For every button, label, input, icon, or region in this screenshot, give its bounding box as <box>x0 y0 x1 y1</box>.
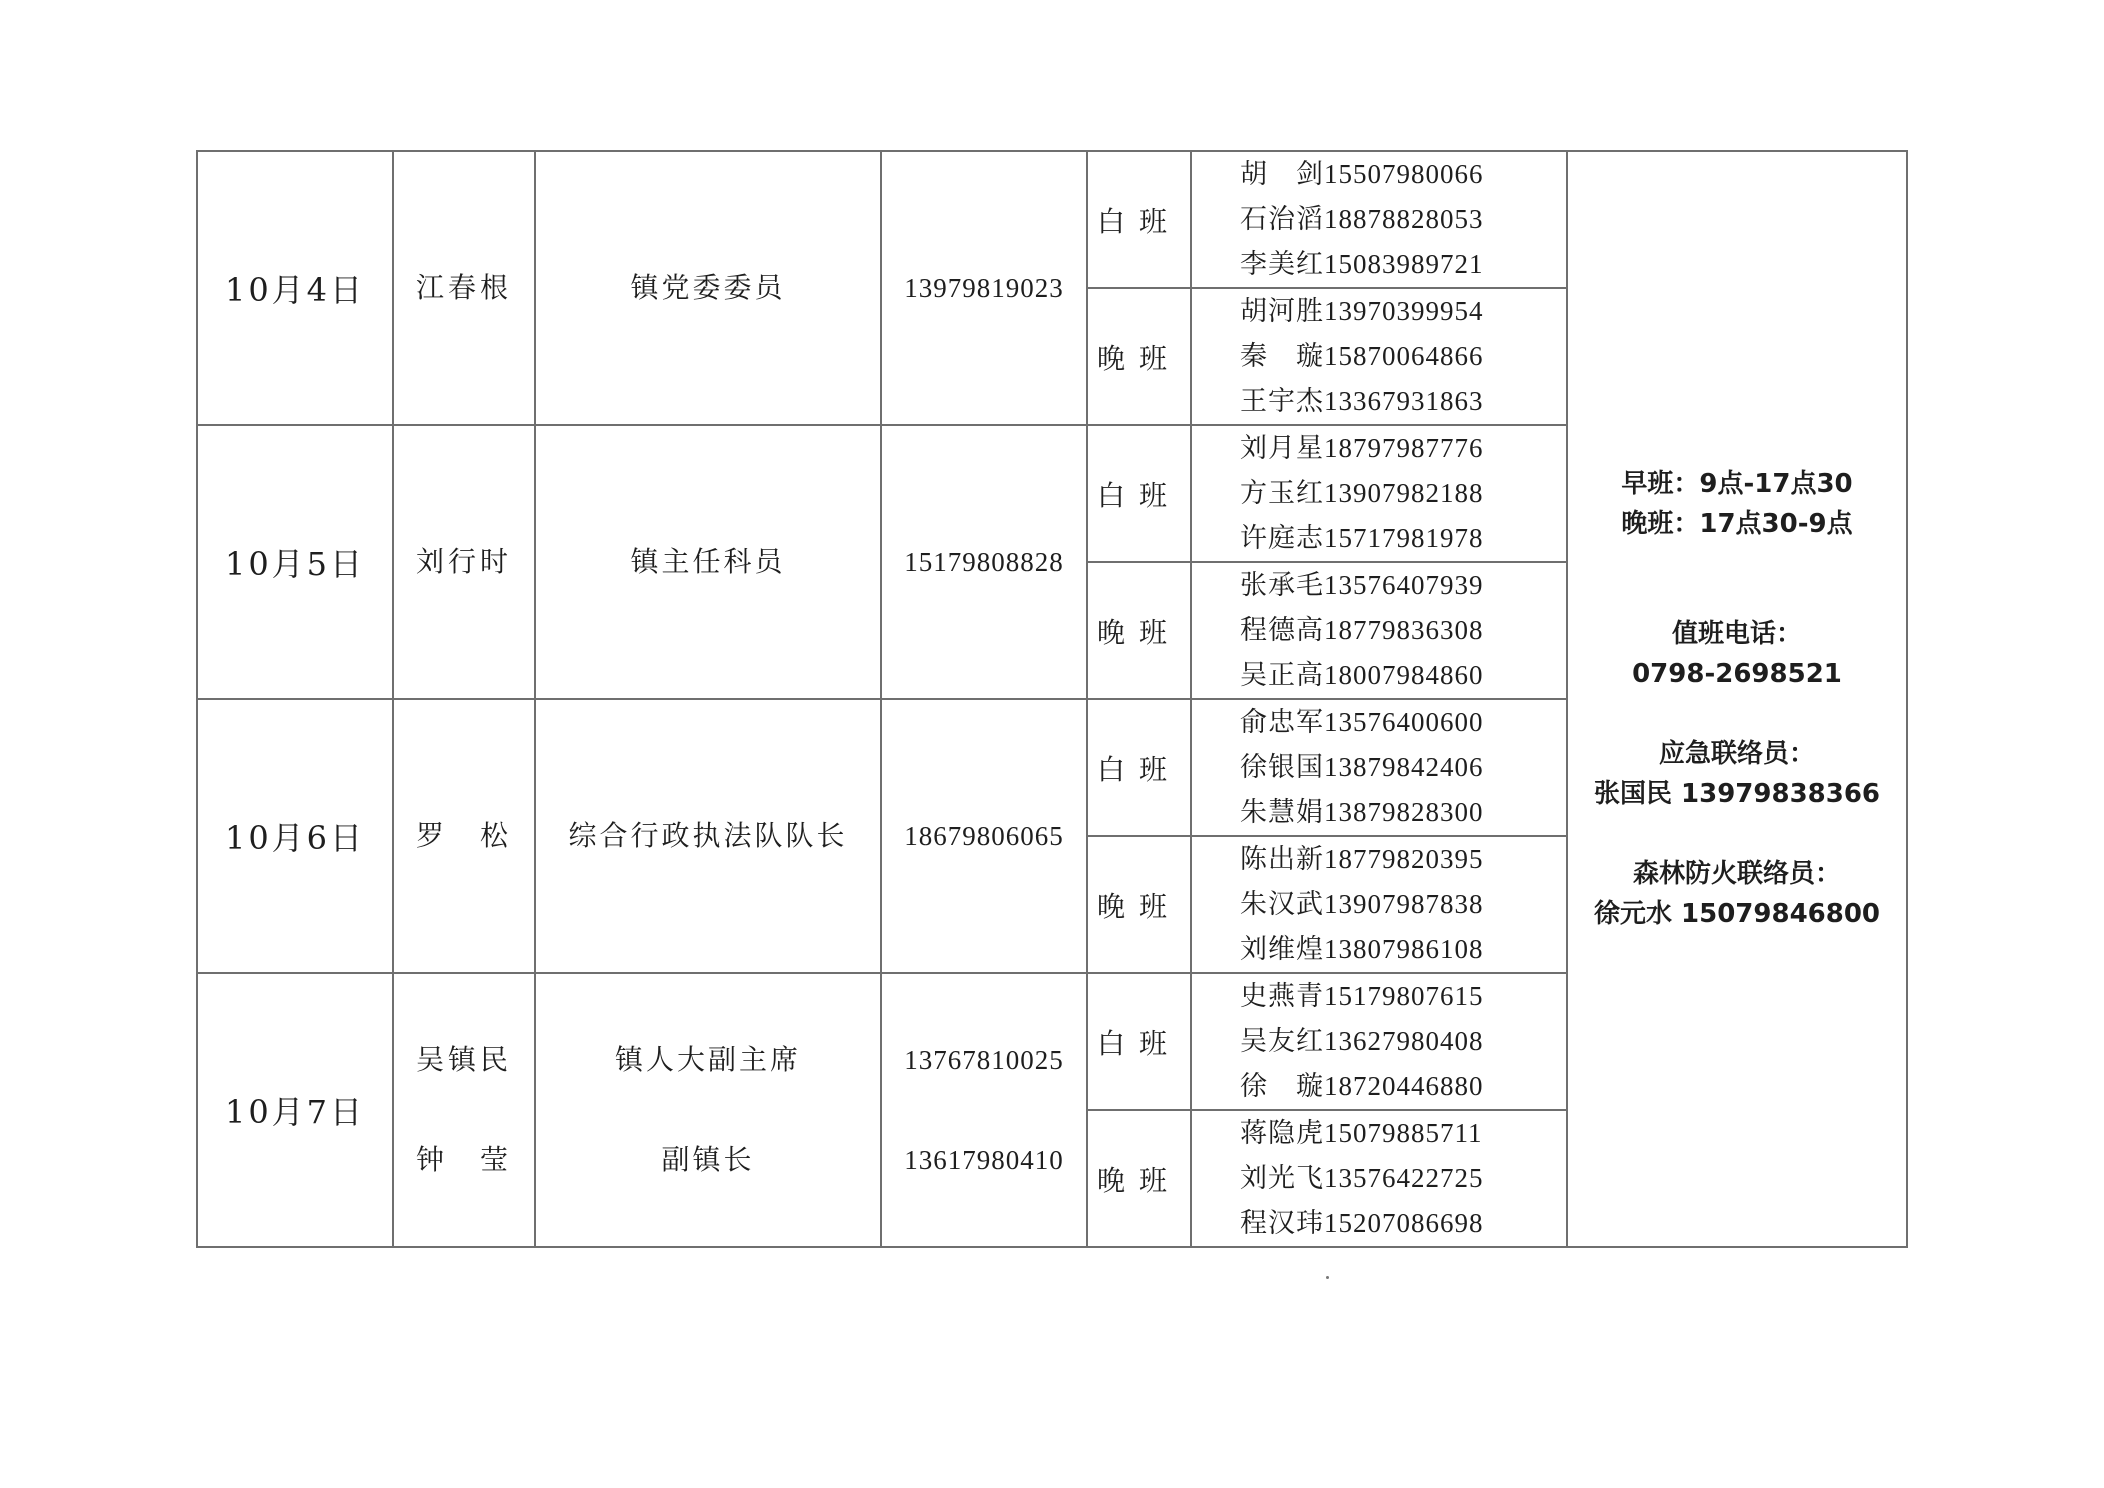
leader-name: 刘行时 <box>415 545 512 578</box>
staff-phone: 13576422725 <box>1324 1163 1484 1193</box>
staff-entry <box>1240 289 1566 334</box>
forest-fire-contact: 徐元水 15079846800 <box>1593 899 1881 929</box>
shift-label-cell: 晚班 <box>1087 1110 1191 1247</box>
duty-phone-label: 值班电话： <box>1671 619 1802 649</box>
staff-phone: 13807986108 <box>1324 934 1484 964</box>
staff-entry <box>1240 745 1566 790</box>
staff-name: 石治滔 <box>1240 204 1324 235</box>
shift-label-cell: 晚班 <box>1087 562 1191 699</box>
leader-name: 钟 莹 <box>415 1143 512 1176</box>
shift-label-cell: 晚班 <box>1087 836 1191 973</box>
staff-phone: 13907987838 <box>1324 889 1484 919</box>
staff-phone: 13907982188 <box>1324 478 1484 508</box>
leader-phone: 13979819023 <box>904 273 1064 303</box>
staff-phone: 18779820395 <box>1324 844 1484 874</box>
leader-phone: 13767810025 <box>904 1045 1064 1075</box>
schedule-row <box>197 151 1907 288</box>
staff-phone: 13627980408 <box>1324 1026 1484 1056</box>
staff-entry <box>1240 152 1566 197</box>
leader-cell <box>393 425 535 699</box>
staff-entry <box>1240 197 1566 242</box>
date-cell: 10月5日 <box>197 425 393 699</box>
staff-phone: 15083989721 <box>1324 249 1484 279</box>
leader-title: 镇人大副主席 <box>614 1043 801 1076</box>
leader-title: 综合行政执法队队长 <box>568 819 848 852</box>
staff-name: 刘维煌 <box>1240 934 1324 965</box>
shift-time-evening: 晚班：17点30-9点 <box>1621 509 1853 539</box>
staff-phone: 15507980066 <box>1324 159 1484 189</box>
leader-phone-cell <box>881 425 1087 699</box>
leader-phone: 18679806065 <box>904 821 1064 851</box>
staff-name: 程德高 <box>1240 615 1324 646</box>
staff-entry <box>1240 927 1566 972</box>
staff-name: 吴友红 <box>1240 1026 1324 1057</box>
date-cell: 10月6日 <box>197 699 393 973</box>
shift-staff-cell <box>1191 288 1567 425</box>
leader-cell <box>393 699 535 973</box>
shift-label-cell: 晚班 <box>1087 288 1191 425</box>
staff-entry <box>1240 516 1566 561</box>
staff-phone: 18720446880 <box>1324 1071 1484 1101</box>
leader-title-cell <box>535 973 881 1247</box>
staff-entry <box>1240 334 1566 379</box>
staff-phone: 13970399954 <box>1324 296 1484 326</box>
duty-schedule-table <box>196 150 1908 1248</box>
staff-phone: 13576400600 <box>1324 707 1484 737</box>
staff-name: 徐 璇 <box>1240 1071 1324 1102</box>
leader-name: 江春根 <box>415 271 512 304</box>
staff-entry <box>1240 1111 1566 1156</box>
staff-name: 史燕青 <box>1240 981 1324 1012</box>
staff-name: 蒋隐虎 <box>1240 1118 1324 1149</box>
leader-phone: 13617980410 <box>904 1145 1064 1175</box>
staff-phone: 15717981978 <box>1324 523 1484 553</box>
date-cell: 10月7日 <box>197 973 393 1247</box>
shift-staff-cell <box>1191 425 1567 562</box>
staff-phone: 13879842406 <box>1324 752 1484 782</box>
leader-title: 副镇长 <box>661 1143 755 1176</box>
staff-phone: 15079885711 <box>1324 1118 1483 1148</box>
staff-name: 刘月星 <box>1240 433 1324 464</box>
staff-entry <box>1240 471 1566 516</box>
duty-schedule-body <box>197 151 1907 1247</box>
shift-staff-cell <box>1191 151 1567 288</box>
staff-name: 王宇杰 <box>1240 386 1324 417</box>
leader-name: 罗 松 <box>415 819 512 852</box>
shift-staff-cell <box>1191 836 1567 973</box>
staff-name: 许庭志 <box>1240 523 1324 554</box>
staff-entry <box>1240 1156 1566 1201</box>
leader-title-cell <box>535 699 881 973</box>
duty-phone-number: 0798-2698521 <box>1632 659 1842 689</box>
staff-entry <box>1240 837 1566 882</box>
staff-name: 徐银国 <box>1240 752 1324 783</box>
leader-title-cell <box>535 151 881 425</box>
staff-phone: 18779836308 <box>1324 615 1484 645</box>
leader-phone-cell <box>881 699 1087 973</box>
staff-entry <box>1240 608 1566 653</box>
shift-staff-cell <box>1191 973 1567 1110</box>
shift-time-morning: 早班：9点-17点30 <box>1621 469 1853 499</box>
staff-name: 陈出新 <box>1240 844 1324 875</box>
staff-entry <box>1240 379 1566 424</box>
staff-name: 秦 璇 <box>1240 341 1324 372</box>
staff-phone: 13367931863 <box>1324 386 1484 416</box>
scan-speck <box>1326 1276 1329 1279</box>
leader-title: 镇主任科员 <box>630 545 786 578</box>
forest-fire-contact-label: 森林防火联络员： <box>1632 859 1841 889</box>
spacer <box>1568 694 1906 734</box>
shift-label-cell: 白班 <box>1087 151 1191 288</box>
emergency-contact: 张国民 13979838366 <box>1593 779 1881 809</box>
shift-staff-cell <box>1191 562 1567 699</box>
staff-entry <box>1240 426 1566 471</box>
staff-entry <box>1240 563 1566 608</box>
staff-name: 胡河胜 <box>1240 296 1324 327</box>
shift-label-cell: 白班 <box>1087 425 1191 562</box>
duty-notes-cell <box>1567 151 1907 1247</box>
shift-staff-cell <box>1191 699 1567 836</box>
leader-phone: 15179808828 <box>904 547 1064 577</box>
staff-entry <box>1240 974 1566 1019</box>
staff-name: 刘光飞 <box>1240 1163 1324 1194</box>
staff-name: 朱汉武 <box>1240 889 1324 920</box>
staff-phone: 13576407939 <box>1324 570 1484 600</box>
leader-name: 吴镇民 <box>415 1043 512 1076</box>
shift-label-cell: 白班 <box>1087 973 1191 1110</box>
shift-label-cell: 白班 <box>1087 699 1191 836</box>
staff-name: 俞忠军 <box>1240 707 1324 738</box>
leader-phone-cell <box>881 151 1087 425</box>
leader-cell <box>393 151 535 425</box>
leader-title: 镇党委委员 <box>630 271 786 304</box>
staff-entry <box>1240 700 1566 745</box>
staff-phone: 13879828300 <box>1324 797 1484 827</box>
staff-name: 朱慧娟 <box>1240 797 1324 828</box>
spacer <box>1568 814 1906 854</box>
staff-name: 张承毛 <box>1240 570 1324 601</box>
leader-phone-cell <box>881 973 1087 1247</box>
staff-entry <box>1240 1201 1566 1246</box>
leader-cell <box>393 973 535 1247</box>
spacer <box>1568 544 1906 614</box>
staff-name: 胡 剑 <box>1240 159 1324 190</box>
staff-phone: 15207086698 <box>1324 1208 1484 1238</box>
date-cell: 10月4日 <box>197 151 393 425</box>
leader-title-cell <box>535 425 881 699</box>
staff-name: 方玉红 <box>1240 478 1324 509</box>
staff-entry <box>1240 882 1566 927</box>
staff-entry <box>1240 1019 1566 1064</box>
staff-entry <box>1240 1064 1566 1109</box>
staff-name: 李美红 <box>1240 249 1324 280</box>
staff-phone: 15179807615 <box>1324 981 1484 1011</box>
staff-phone: 18007984860 <box>1324 660 1484 690</box>
shift-staff-cell <box>1191 1110 1567 1247</box>
staff-phone: 18797987776 <box>1324 433 1484 463</box>
staff-entry <box>1240 653 1566 698</box>
staff-name: 程汉玮 <box>1240 1208 1324 1239</box>
staff-entry <box>1240 790 1566 835</box>
staff-name: 吴正高 <box>1240 660 1324 691</box>
staff-phone: 18878828053 <box>1324 204 1484 234</box>
emergency-contact-label: 应急联络员： <box>1658 739 1815 769</box>
staff-entry <box>1240 242 1566 287</box>
staff-phone: 15870064866 <box>1324 341 1484 371</box>
